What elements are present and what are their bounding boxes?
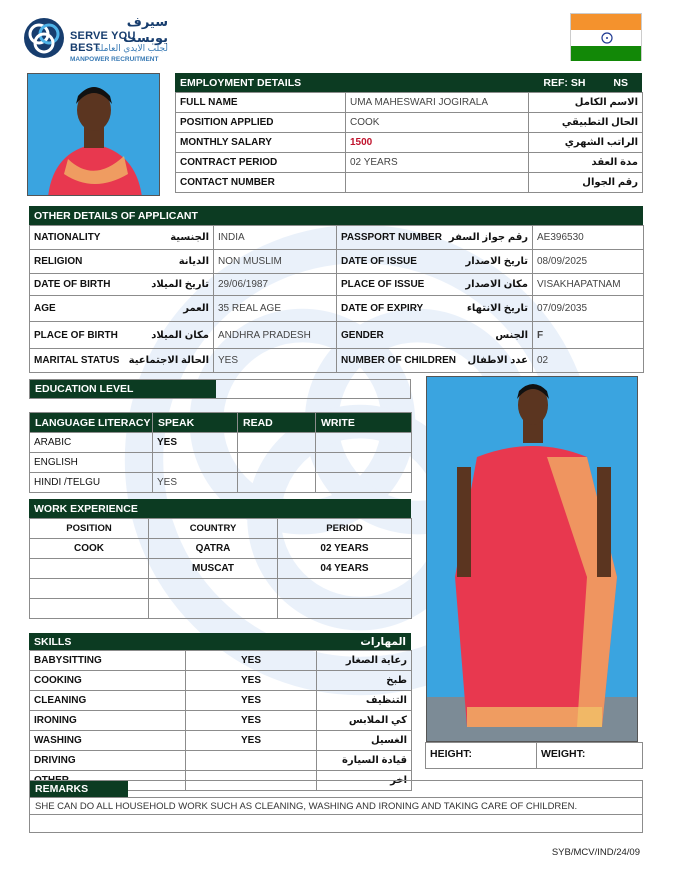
- number-of-children-arabic: عدد الاطفال: [467, 355, 528, 366]
- position-applied-value: COOK: [346, 113, 529, 133]
- skill-arabic: اخر: [317, 771, 412, 791]
- language-speak: [153, 453, 238, 473]
- ashoka-chakra-icon: [601, 32, 613, 44]
- measurements-row: [425, 742, 643, 769]
- date-of-issue-label: DATE OF ISSUE: [341, 256, 417, 267]
- skill-value: YES: [186, 711, 317, 731]
- contract-period-value: 02 YEARS: [346, 153, 529, 173]
- language-read: [238, 473, 316, 493]
- monthly-salary-arabic: الراتب الشهري: [529, 133, 643, 153]
- table-row: [30, 579, 412, 599]
- contract-period-label: CONTRACT PERIOD: [176, 153, 346, 173]
- table-row: [30, 559, 412, 579]
- contract-period-arabic: مدة العقد: [529, 153, 643, 173]
- work-experience-header: WORK EXPERIENCE: [29, 499, 411, 518]
- table-row: [176, 93, 643, 113]
- monthly-salary-label: MONTHLY SALARY: [176, 133, 346, 153]
- age-label: AGE: [34, 303, 56, 314]
- gender-arabic: الجنس: [495, 329, 528, 341]
- work-period: [278, 599, 412, 619]
- language-write: [316, 453, 412, 473]
- language-write: [316, 433, 412, 453]
- skill-arabic: قيادة السيارة: [317, 751, 412, 771]
- place-of-birth-arabic: مكان الميلاد: [151, 329, 209, 341]
- work-position: [30, 599, 149, 619]
- other-details-table: [29, 225, 644, 373]
- read-header: READ: [238, 413, 316, 433]
- skill-name: BABYSITTING: [30, 651, 186, 671]
- work-country: MUSCAT: [149, 559, 278, 579]
- table-row: [30, 473, 412, 493]
- employment-details-title: EMPLOYMENT DETAILS: [180, 76, 302, 89]
- work-position: COOK: [30, 539, 149, 559]
- table-row: [30, 671, 412, 691]
- nationality-arabic: الجنسية: [170, 232, 209, 243]
- date-of-issue-arabic: تاريخ الاصدار: [465, 256, 528, 267]
- india-flag: [570, 13, 642, 61]
- table-row: [30, 433, 412, 453]
- language-literacy-header: LANGUAGE LITERACY: [30, 413, 153, 433]
- skill-arabic: التنظيف: [317, 691, 412, 711]
- work-country: [149, 599, 278, 619]
- monthly-salary-value: 1500: [346, 133, 529, 153]
- language-header-row: [30, 413, 412, 433]
- table-row: [30, 711, 412, 731]
- full-name-value: UMA MAHESWARI JOGIRALA: [346, 93, 529, 113]
- position-applied-arabic: الحال التطبيقي: [529, 113, 643, 133]
- skill-arabic: رعاية الصغار: [317, 651, 412, 671]
- table-row: [176, 133, 643, 153]
- education-level-value: [216, 380, 410, 398]
- logo-english-sub: MANPOWER RECRUITMENT: [70, 56, 159, 63]
- education-level-header: EDUCATION LEVEL: [30, 380, 216, 398]
- work-country: QATRA: [149, 539, 278, 559]
- marital-status-label: MARITAL STATUS: [34, 355, 120, 366]
- passport-number-value: AE396530: [533, 226, 644, 250]
- language-write: [316, 473, 412, 493]
- language-speak: YES: [153, 473, 238, 493]
- skill-value: YES: [186, 671, 317, 691]
- table-row: [30, 226, 644, 250]
- marital-status-value: YES: [214, 349, 337, 373]
- table-row: [176, 173, 643, 193]
- date-of-issue-value: 08/09/2025: [533, 250, 644, 274]
- logo-arabic-sub: لجلب الايدي العاملة: [95, 43, 168, 53]
- skill-arabic: كي الملابس: [317, 711, 412, 731]
- education-level-row: [29, 379, 411, 399]
- logo-english-name: SERVE YOU BEST: [70, 30, 136, 54]
- religion-arabic: الديانة: [178, 256, 209, 267]
- speak-header: SPEAK: [153, 413, 238, 433]
- table-row: [30, 296, 644, 322]
- skills-table: [29, 650, 412, 791]
- weight-label: WEIGHT:: [541, 748, 586, 760]
- work-header-row: [30, 519, 412, 539]
- date-of-expiry-label: DATE OF EXPIRY: [341, 303, 424, 314]
- date-of-expiry-value: 07/09/2035: [533, 296, 644, 322]
- table-row: [30, 274, 644, 296]
- footer-document-code: SYB/MCV/IND/24/09: [551, 847, 640, 858]
- passport-number-arabic: رقم جواز السفر: [448, 232, 528, 243]
- logo-arabic-name: سيرف يوبست: [123, 14, 168, 45]
- ref-suffix: NS: [613, 76, 628, 89]
- table-row: [176, 113, 643, 133]
- religion-label: RELIGION: [34, 256, 83, 267]
- table-row: [30, 599, 412, 619]
- full-name-arabic: الاسم الكامل: [529, 93, 643, 113]
- remarks-header: REMARKS: [30, 781, 128, 797]
- age-arabic: العمر: [183, 303, 209, 314]
- skill-value: YES: [186, 731, 317, 751]
- applicant-photo-full: [426, 376, 638, 742]
- date-of-birth-value: 29/06/1987: [214, 274, 337, 296]
- company-logo: [22, 14, 168, 66]
- height-label: HEIGHT:: [426, 743, 537, 768]
- place-of-issue-label: PLACE OF ISSUE: [341, 279, 425, 290]
- place-of-issue-arabic: مكان الاصدار: [465, 279, 528, 290]
- skills-header: [29, 633, 411, 650]
- date-of-expiry-arabic: تاريخ الانتهاء: [466, 303, 528, 314]
- language-read: [238, 453, 316, 473]
- contact-number-label: CONTACT NUMBER: [176, 173, 346, 193]
- country-column-header: COUNTRY: [149, 519, 278, 539]
- date-of-birth-arabic: تاريخ الميلاد: [151, 279, 209, 290]
- logo-mark-icon: [22, 16, 66, 60]
- skill-name: COOKING: [30, 671, 186, 691]
- table-row: [30, 731, 412, 751]
- period-column-header: PERIOD: [278, 519, 412, 539]
- language-speak: YES: [153, 433, 238, 453]
- skill-name: CLEANING: [30, 691, 186, 711]
- skill-name: IRONING: [30, 711, 186, 731]
- skills-title: SKILLS: [34, 635, 72, 648]
- skill-arabic: الغسيل: [317, 731, 412, 751]
- language-name: ARABIC: [30, 433, 153, 453]
- contact-number-value: [346, 173, 529, 193]
- passport-number-label: PASSPORT NUMBER: [341, 232, 442, 243]
- table-row: [30, 322, 644, 349]
- language-table: [29, 412, 412, 493]
- skill-value: YES: [186, 651, 317, 671]
- place-of-birth-label: PLACE OF BIRTH: [34, 329, 118, 341]
- table-row: [176, 153, 643, 173]
- age-value: 35 REAL AGE: [214, 296, 337, 322]
- work-period: [278, 579, 412, 599]
- number-of-children-label: NUMBER OF CHILDREN: [341, 355, 456, 366]
- gender-label: GENDER: [341, 329, 384, 341]
- table-row: [30, 250, 644, 274]
- work-period: 04 YEARS: [278, 559, 412, 579]
- language-read: [238, 433, 316, 453]
- contact-number-arabic: رقم الجوال: [529, 173, 643, 193]
- date-of-birth-label: DATE OF BIRTH: [34, 279, 111, 290]
- table-row: [30, 751, 412, 771]
- position-applied-label: POSITION APPLIED: [176, 113, 346, 133]
- table-row: [30, 539, 412, 559]
- table-row: [30, 691, 412, 711]
- other-details-header: OTHER DETAILS OF APPLICANT: [29, 206, 643, 225]
- work-country: [149, 579, 278, 599]
- skill-name: WASHING: [30, 731, 186, 751]
- table-row: [30, 651, 412, 671]
- work-position: [30, 559, 149, 579]
- skill-name: DRIVING: [30, 751, 186, 771]
- nationality-value: INDIA: [214, 226, 337, 250]
- language-name: ENGLISH: [30, 453, 153, 473]
- position-column-header: POSITION: [30, 519, 149, 539]
- full-name-label: FULL NAME: [176, 93, 346, 113]
- ref-label: REF: SH: [543, 76, 586, 89]
- applicant-photo-small: [27, 73, 160, 196]
- skill-value: YES: [186, 691, 317, 711]
- place-of-issue-value: VISAKHAPATNAM: [533, 274, 644, 296]
- work-experience-table: [29, 518, 412, 619]
- write-header: WRITE: [316, 413, 412, 433]
- table-row: [30, 453, 412, 473]
- language-name: HINDI /TELGU: [30, 473, 153, 493]
- skills-title-arabic: المهارات: [360, 635, 406, 648]
- work-period: 02 YEARS: [278, 539, 412, 559]
- gender-value: F: [533, 322, 644, 349]
- skill-arabic: طبخ: [317, 671, 412, 691]
- work-position: [30, 579, 149, 599]
- employment-table: [175, 92, 643, 193]
- religion-value: NON MUSLIM: [214, 250, 337, 274]
- place-of-birth-value: ANDHRA PRADESH: [214, 322, 337, 349]
- nationality-label: NATIONALITY: [34, 232, 101, 243]
- skill-value: [186, 751, 317, 771]
- table-row: [30, 349, 644, 373]
- remarks-text: SHE CAN DO ALL HOUSEHOLD WORK SUCH AS CLEANING, WASHING AND IRONING AND TAKING CARE OF CHILDREN.: [30, 798, 642, 815]
- number-of-children-value: 02: [533, 349, 644, 373]
- marital-status-arabic: الحالة الاجتماعية: [128, 355, 209, 366]
- employment-details-header: [175, 73, 642, 92]
